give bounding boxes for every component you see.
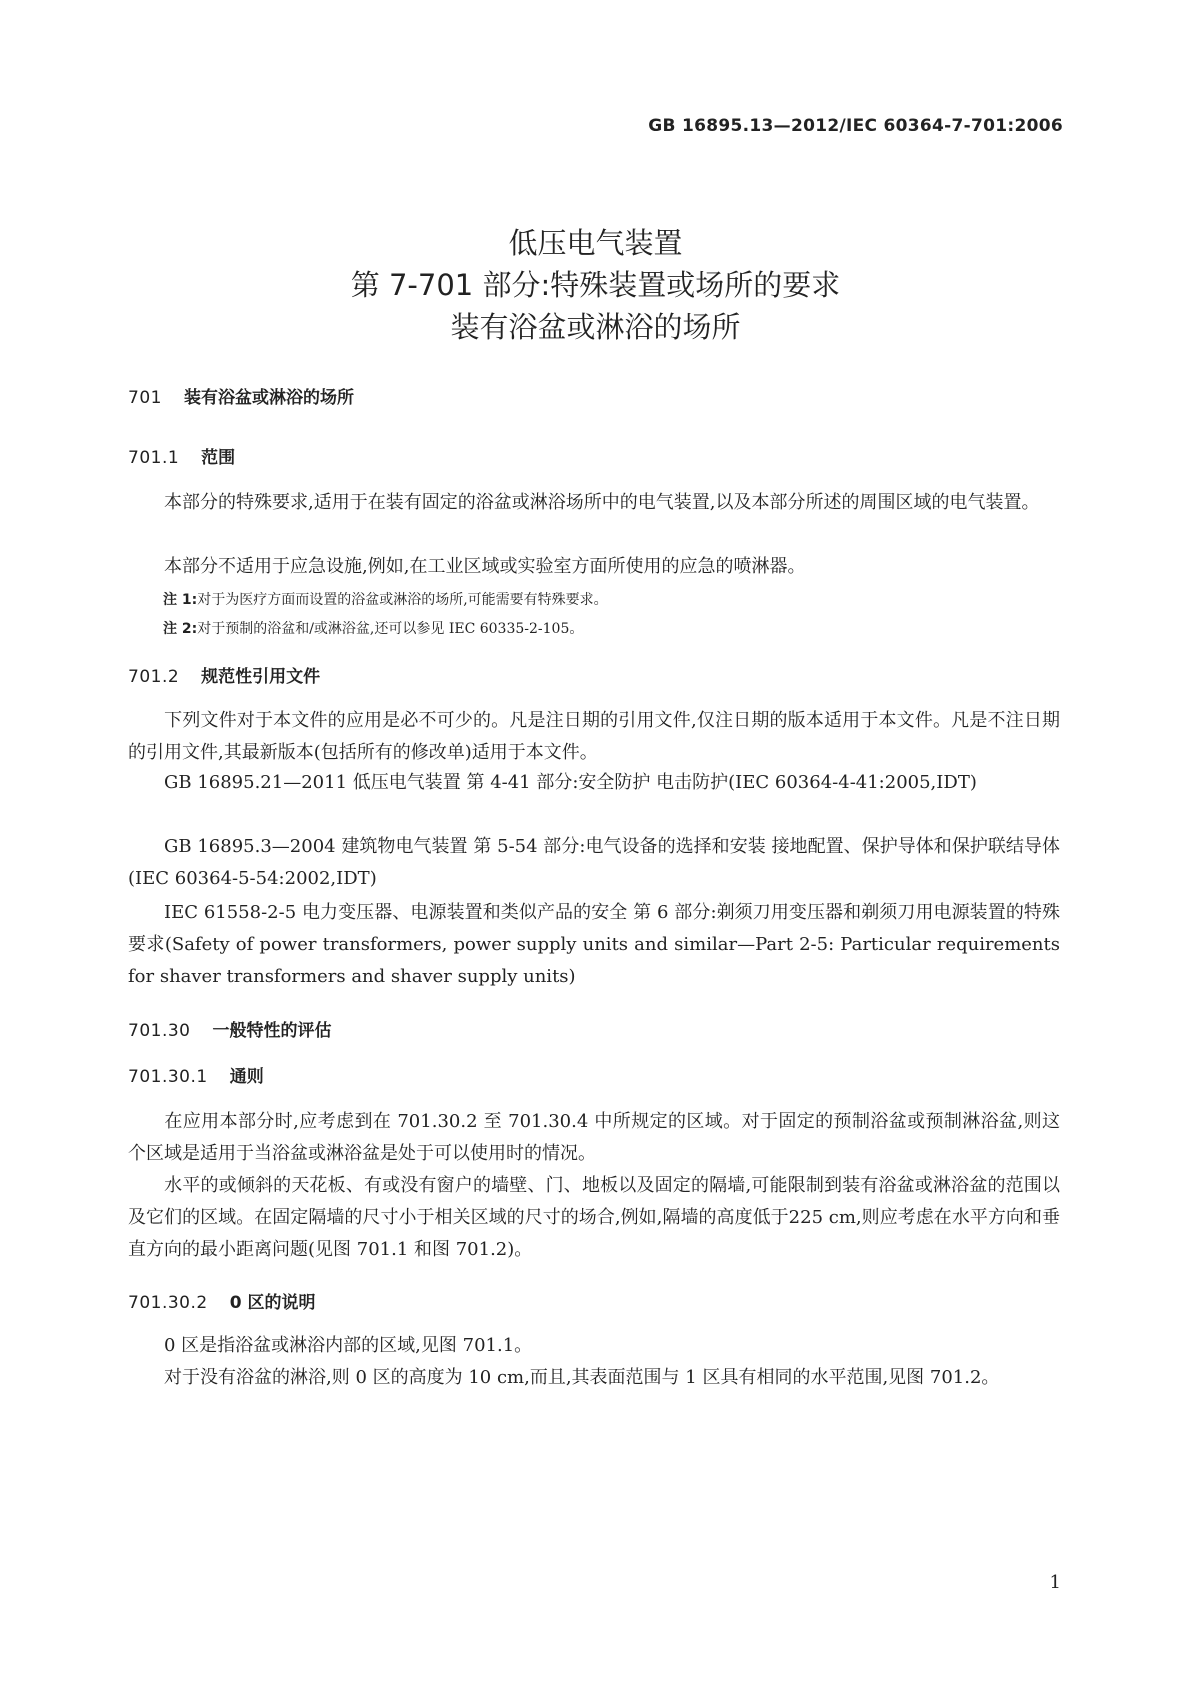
note-tag: 注 2: (163, 621, 198, 637)
heading-number: 701.30.1 (128, 1067, 208, 1087)
heading-701-1 (128, 443, 235, 468)
paragraph-references-intro: 下列文件对于本文件的应用是必不可少的。凡是注日期的引用文件,仅注日期的版本适用于本文件。凡是不注日期的引用文件,其最新版本(包括所有的修改单)适用于本文件。 (128, 710, 1060, 763)
page-number: 1 (1049, 1572, 1061, 1593)
heading-701-30-1 (128, 1062, 264, 1087)
paragraph-zone0-2: 对于没有浴盆的淋浴,则 0 区的高度为 10 cm,而且,其表面范围与 1 区具有相同的水平范围,见图 701.2。 (164, 1367, 1000, 1388)
heading-701-2 (128, 662, 320, 687)
note-text: 对于为医疗方面而设置的浴盆或淋浴的场所,可能需要有特殊要求。 (197, 592, 608, 608)
paragraph-general-2: 水平的或倾斜的天花板、有或没有窗户的墙壁、门、地板以及固定的隔墙,可能限制到装有浴盆或淋浴盆的范围以及它们的区域。在固定隔墙的尺寸小于相关区域的尺寸的场合,例如,隔墙的高度低于225 cm,则应考虑在水平方向和垂直方向的最小距离问题(见图 701.1 和图 701.2)。 (128, 1175, 1060, 1260)
heading-701-30-2 (128, 1288, 315, 1313)
heading-701 (128, 383, 354, 408)
standard-code: GB 16895.13—2012/IEC 60364-7-701:2006 (648, 116, 1063, 136)
reference-2: GB 16895.3—2004 建筑物电气装置 第 5-54 部分:电气设备的选择和安装 接地配置、保护导体和保护联结导体(IEC 60364-5-54:2002,IDT) (128, 836, 1060, 889)
heading-number: 701.30.2 (128, 1293, 208, 1313)
document-title (0, 222, 1191, 348)
heading-text: 规范性引用文件 (201, 667, 321, 687)
heading-text: 装有浴盆或淋浴的场所 (183, 388, 354, 408)
title-line-1: 低压电气装置 (508, 226, 683, 260)
heading-number: 701.30 (128, 1021, 191, 1041)
title-line-3: 装有浴盆或淋浴的场所 (450, 310, 741, 344)
heading-number: 701 (128, 388, 162, 408)
note-1 (163, 590, 608, 610)
reference-1: GB 16895.21—2011 低压电气装置 第 4-41 部分:安全防护 电击防护(IEC 60364-4-41:2005,IDT) (164, 772, 977, 793)
note-2 (163, 619, 583, 639)
note-text: 对于预制的浴盆和/或淋浴盆,还可以参见 IEC 60335-2-105。 (197, 621, 584, 637)
paragraph-scope-1: 本部分的特殊要求,适用于在装有固定的浴盆或淋浴场所中的电气装置,以及本部分所述的周围区域的电气装置。 (164, 492, 1040, 513)
title-line-2: 第 7-701 部分:特殊装置或场所的要求 (350, 268, 841, 302)
note-tag: 注 1: (163, 592, 198, 608)
paragraph-zone0-1: 0 区是指浴盆或淋浴内部的区域,见图 701.1。 (164, 1335, 533, 1356)
heading-number: 701.1 (128, 448, 180, 468)
heading-text: 通则 (229, 1067, 264, 1087)
heading-text: 0 区的说明 (229, 1293, 316, 1313)
paragraph-scope-2: 本部分不适用于应急设施,例如,在工业区域或实验室方面所使用的应急的喷淋器。 (164, 556, 806, 577)
heading-number: 701.2 (128, 667, 180, 687)
reference-3: IEC 61558-2-5 电力变压器、电源装置和类似产品的安全 第 6 部分:剃须刀用变压器和剃须刀用电源装置的特殊要求(Safety of power transformers, power supply units and similar—Part 2-5: Particular requirements for shaver transformers and shaver supply units) (128, 902, 1060, 987)
paragraph-general-1: 在应用本部分时,应考虑到在 701.30.2 至 701.30.4 中所规定的区域。对于固定的预制浴盆或预制淋浴盆,则这个区域是适用于当浴盆或淋浴盆是处于可以使用时的情况。 (128, 1111, 1060, 1164)
heading-701-30 (128, 1016, 331, 1041)
heading-text: 范围 (201, 448, 236, 468)
heading-text: 一般特性的评估 (212, 1021, 332, 1041)
